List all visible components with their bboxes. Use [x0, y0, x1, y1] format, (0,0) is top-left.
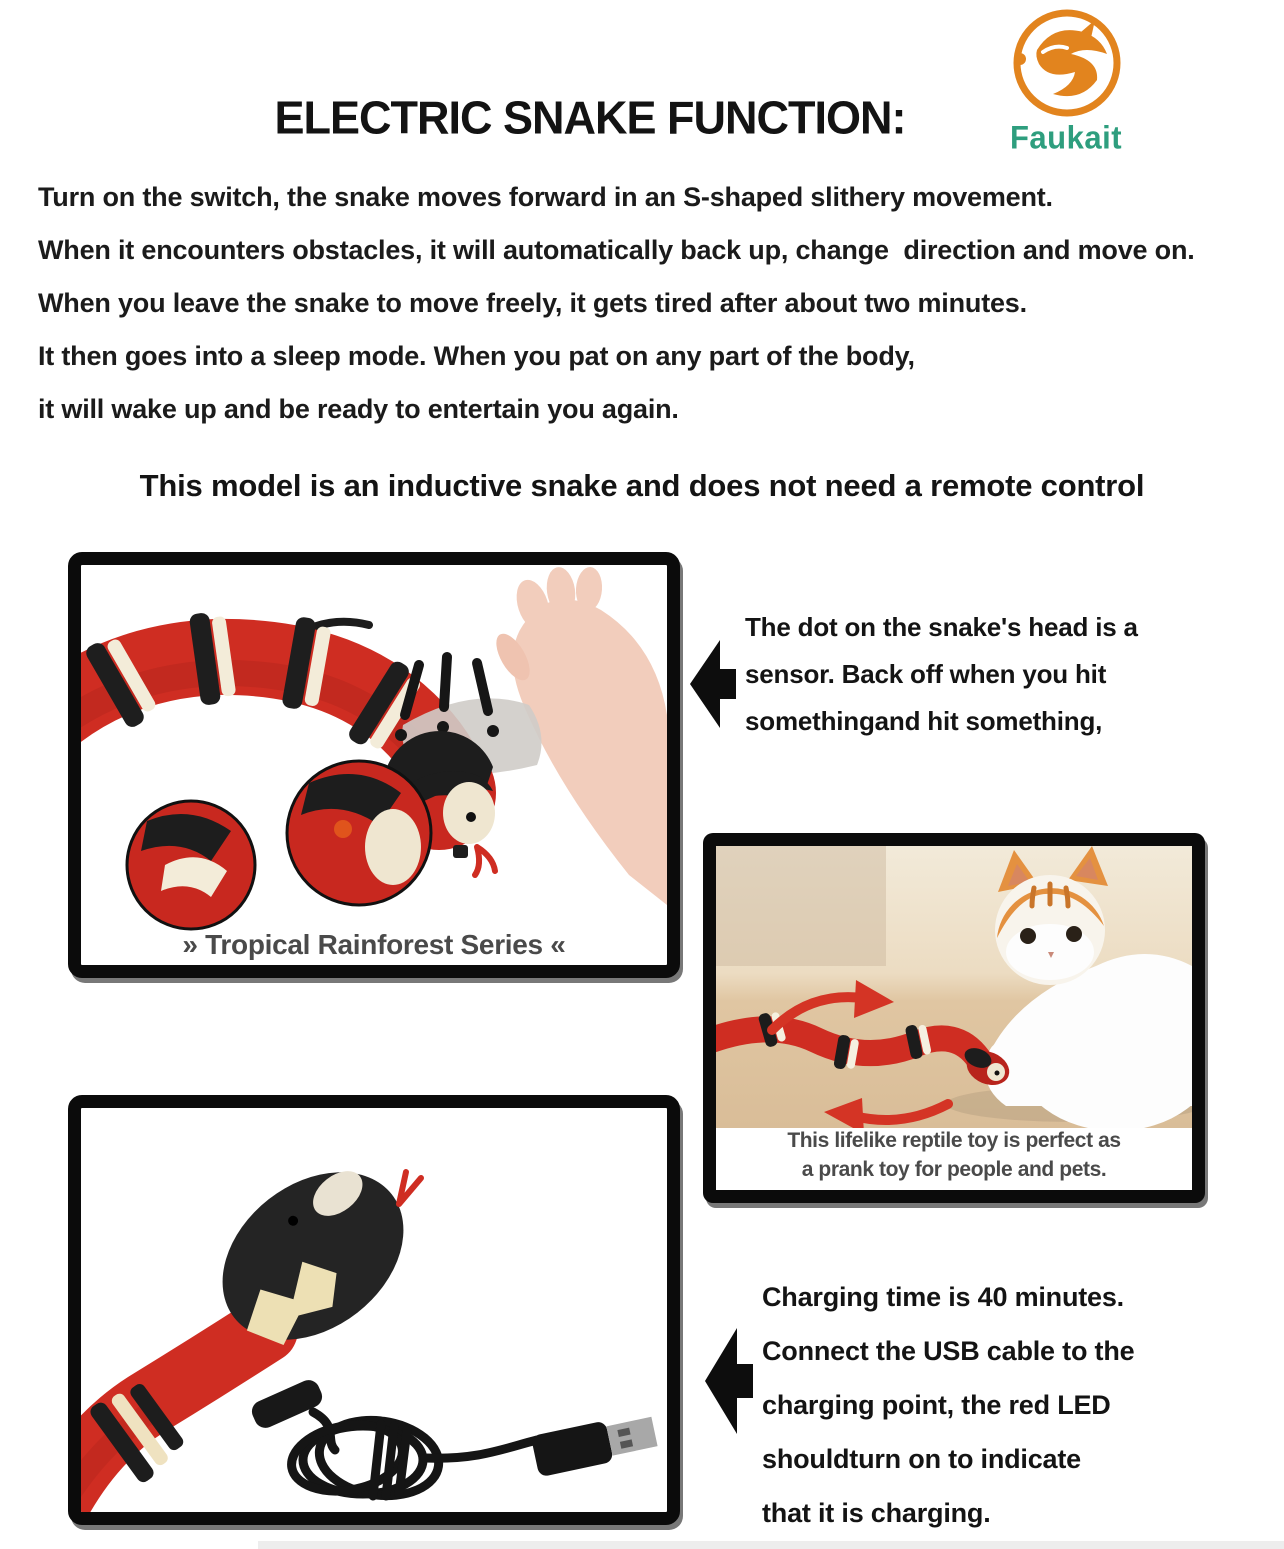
- usb-charging-photo-frame: [68, 1095, 680, 1525]
- intro-line-4: It then goes into a sleep mode. When you pat on any part of the body,: [38, 341, 915, 371]
- intro-line-1: Turn on the switch, the snake moves forward in an S-shaped slithery movement.: [38, 182, 1053, 212]
- charging-note-line-5: that it is charging.: [762, 1498, 991, 1528]
- usb-cable-photo: [81, 1108, 667, 1512]
- brand-name: Faukait: [1009, 119, 1123, 156]
- sensor-note-line-3: somethingand hit something,: [745, 706, 1103, 736]
- charging-note-line-3: charging point, the red LED: [762, 1390, 1111, 1420]
- cat-caption: [716, 1126, 1192, 1184]
- intro-line-3: When you leave the snake to move freely, it gets tired after about two minutes.: [38, 288, 1027, 318]
- intro-line-5: it will wake up and be ready to entertain you again.: [38, 394, 679, 424]
- left-arrow-icon: [705, 1328, 753, 1434]
- magnifier-inset-2: [287, 761, 431, 905]
- dragon-logo-icon: [1007, 6, 1125, 120]
- snake-hand-photo: [81, 565, 667, 965]
- cat-photo: [716, 846, 1192, 1128]
- next-section-edge: [258, 1541, 1284, 1549]
- cat-photo-frame: [703, 833, 1205, 1203]
- series-caption: » Tropical Rainforest Series «: [182, 929, 566, 960]
- magnifier-inset-1: [127, 801, 255, 929]
- sensor-note-line-2: sensor. Back off when you hit: [745, 659, 1107, 689]
- cat-caption-line-2: a prank toy for people and pets.: [801, 1158, 1107, 1181]
- left-arrow-icon: [690, 640, 736, 728]
- page-title: ELECTRIC SNAKE FUNCTION:: [274, 90, 906, 144]
- snake-sensor-photo-frame: [68, 552, 680, 978]
- charging-note-line-2: Connect the USB cable to the: [762, 1336, 1135, 1366]
- highlight-line: This model is an inductive snake and does not need a remote control: [139, 468, 1145, 503]
- brand-logo: [988, 6, 1144, 156]
- cat-caption-line-1: This lifelike reptile toy is perfect as: [787, 1129, 1121, 1152]
- intro-line-2: When it encounters obstacles, it will automatically back up, change direction and move on.: [38, 235, 1195, 265]
- charging-note-line-1: Charging time is 40 minutes.: [762, 1282, 1124, 1312]
- charging-note-line-4: shouldturn on to indicate: [762, 1444, 1081, 1474]
- sensor-note-line-1: The dot on the snake's head is a: [745, 612, 1138, 642]
